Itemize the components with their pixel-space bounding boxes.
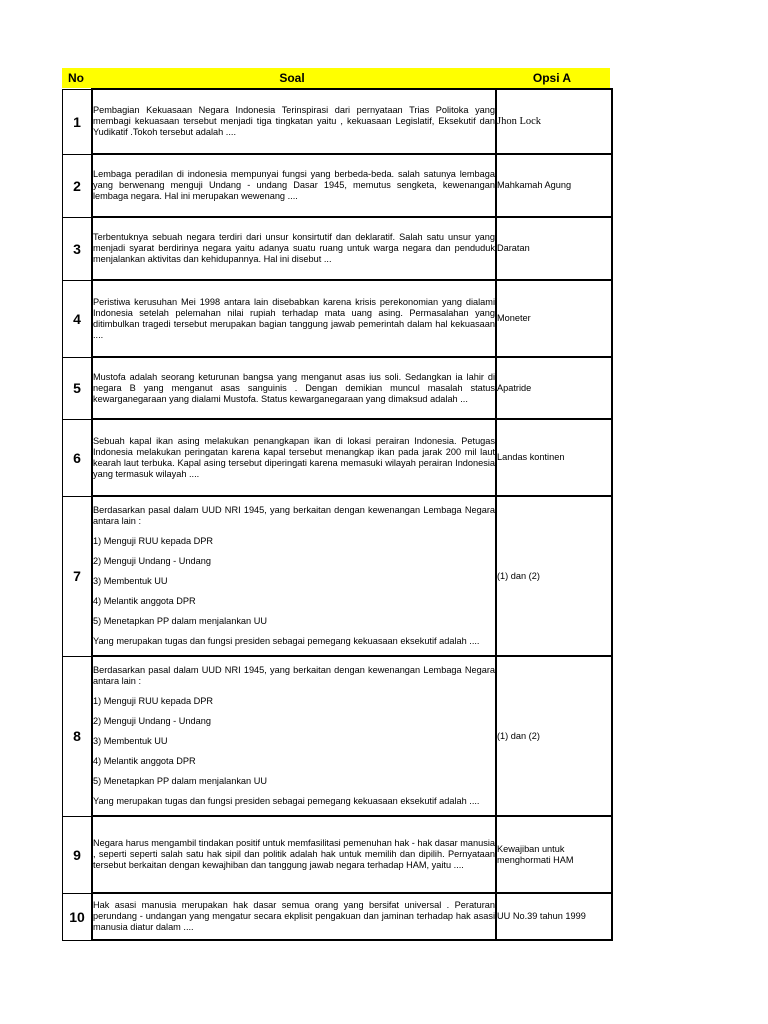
option-a-cell[interactable]: Landas kontinen bbox=[496, 419, 612, 496]
header-no: No bbox=[68, 71, 84, 85]
row-number[interactable]: 4 bbox=[63, 280, 93, 357]
option-a-cell[interactable]: Daratan bbox=[496, 217, 612, 280]
row-number[interactable]: 5 bbox=[63, 357, 93, 419]
table-row bbox=[63, 154, 613, 217]
option-a-cell[interactable]: Kewajiban untuk menghormati HAM bbox=[496, 816, 612, 893]
option-a-cell[interactable]: Moneter bbox=[496, 280, 612, 357]
list-item: 3) Membentuk UU bbox=[93, 576, 168, 586]
list-item: 1) Menguji RUU kepada DPR bbox=[93, 696, 213, 706]
option-a-cell[interactable]: Jhon Lock bbox=[496, 89, 612, 154]
list-item: 4) Melantik anggota DPR bbox=[93, 596, 196, 606]
list-item: 2) Menguji Undang - Undang bbox=[93, 716, 211, 726]
question-cell[interactable] bbox=[92, 656, 496, 816]
table-row bbox=[63, 893, 613, 940]
row-number[interactable]: 1 bbox=[63, 89, 93, 154]
row-number[interactable]: 7 bbox=[63, 496, 93, 656]
table-row bbox=[63, 217, 613, 280]
list-item: 3) Membentuk UU bbox=[93, 736, 168, 746]
question-cell[interactable]: Pembagian Kekuasaan Negara Indonesia Terinspirasi dari pernyataan Trias Politoka yang membagi kekuasaan tersebut menjadi tiga tingkatan yaitu , kekuasaan Legislatif, Eksekutif dan Yudikatif .Tokoh tersebut adalah .... bbox=[92, 89, 496, 154]
list-item: 2) Menguji Undang - Undang bbox=[93, 556, 211, 566]
row-number[interactable]: 6 bbox=[63, 419, 93, 496]
question-cell[interactable]: Sebuah kapal ikan asing melakukan penangkapan ikan di lokasi perairan Indonesia. Petugas Indonesia melakukan peringatan karena kapal tersebut menangkap ikan pada jarak 200 mil laut kearah laut terbuka. Kapal asing tersebut diperingati karena memasuki wilayah perairan Indonesia yang termasuk wilayah .... bbox=[92, 419, 496, 496]
table-row bbox=[63, 656, 613, 816]
table-row bbox=[63, 496, 613, 656]
table-row bbox=[63, 357, 613, 419]
question-cell[interactable]: Peristiwa kerusuhan Mei 1998 antara lain disebabkan karena krisis perekonomian yang dialami Indonesia setelah pelemahan nilai rupiah terhadap mata uang asing. Permasalahan yang ditimbulkan tragedi tersebut merupakan bagian tanggung jawab pemerintah dalam hal kekuasaan .... bbox=[92, 280, 496, 357]
header-soal: Soal bbox=[279, 71, 305, 85]
question-cell[interactable]: Hak asasi manusia merupakan hak dasar semua orang yang bersifat universal . Peraturan perundang - undangan yang mengatur secara ekplisit pengakuan dan jaminan terhadap hak asasi manusia diatur dalam .... bbox=[92, 893, 496, 940]
row-number[interactable]: 10 bbox=[63, 893, 93, 940]
spreadsheet bbox=[62, 68, 610, 941]
question-intro: Berdasarkan pasal dalam UUD NRI 1945, yang berkaitan dengan kewenangan Lembaga Negara antara lain : bbox=[93, 665, 495, 686]
question-intro: Berdasarkan pasal dalam UUD NRI 1945, yang berkaitan dengan kewenangan Lembaga Negara antara lain : bbox=[93, 505, 495, 526]
question-cell[interactable]: Terbentuknya sebuah negara terdiri dari unsur konsirtutif dan deklaratif. Salah satu unsur yang menjadi syarat berdirinya negara yaitu adanya suatu ruang untuk warga negara dan penduduk menjalankan aktivitas dan kehidupannya. Hal ini disebut ... bbox=[92, 217, 496, 280]
header-row bbox=[62, 68, 610, 88]
option-a-cell[interactable]: Apatride bbox=[496, 357, 612, 419]
option-a-cell[interactable]: (1) dan (2) bbox=[496, 656, 612, 816]
list-item: 1) Menguji RUU kepada DPR bbox=[93, 536, 213, 546]
list-item: 4) Melantik anggota DPR bbox=[93, 756, 196, 766]
table-row bbox=[63, 419, 613, 496]
list-item: 5) Menetapkan PP dalam menjalankan UU bbox=[93, 616, 267, 626]
question-cell[interactable]: Negara harus mengambil tindakan positif untuk memfasilitasi pemenuhan hak - hak dasar manusia , seperti seperti salah satu hak sipil dan politik adalah hak untuk memilih dan dipilih. Pernyataan tersebut berkaitan dengan kewajhiban dan tanggung jawab negara terhadap HAM, yaitu .... bbox=[92, 816, 496, 893]
question-cell[interactable]: Lembaga peradilan di indonesia mempunyai fungsi yang berbeda-beda. salah satunya lembaga yang berwenang menguji Undang - undang Dasar 1945, memutus sengketa, kewenangan lembaga negara. Hal ini merupakan wewenang .... bbox=[92, 154, 496, 217]
header-opsi-a: Opsi A bbox=[532, 71, 572, 85]
table-row bbox=[63, 89, 613, 154]
question-outro: Yang merupakan tugas dan fungsi presiden sebagai pemegang kekuasaan eksekutif adalah .... bbox=[93, 796, 480, 806]
option-a-cell[interactable]: Mahkamah Agung bbox=[496, 154, 612, 217]
row-number[interactable]: 9 bbox=[63, 816, 93, 893]
table-row bbox=[63, 816, 613, 893]
question-cell[interactable] bbox=[92, 496, 496, 656]
list-item: 5) Menetapkan PP dalam menjalankan UU bbox=[93, 776, 267, 786]
row-number[interactable]: 2 bbox=[63, 154, 93, 217]
table-row bbox=[63, 280, 613, 357]
row-number[interactable]: 8 bbox=[63, 656, 93, 816]
option-a-cell[interactable]: (1) dan (2) bbox=[496, 496, 612, 656]
question-cell[interactable]: Mustofa adalah seorang keturunan bangsa yang menganut asas ius soli. Sedangkan ia lahir di negara B yang menganut asas sanguinis . Dengan demikian muncul masalah status kewarganegaraan yang dialami Mustofa. Status kewarganegaraan yang dimaksud adalah ... bbox=[92, 357, 496, 419]
row-number[interactable]: 3 bbox=[63, 217, 93, 280]
question-table bbox=[62, 88, 613, 941]
question-outro: Yang merupakan tugas dan fungsi presiden sebagai pemegang kekuasaan eksekutif adalah .... bbox=[93, 636, 480, 646]
option-a-cell[interactable]: UU No.39 tahun 1999 bbox=[496, 893, 612, 940]
